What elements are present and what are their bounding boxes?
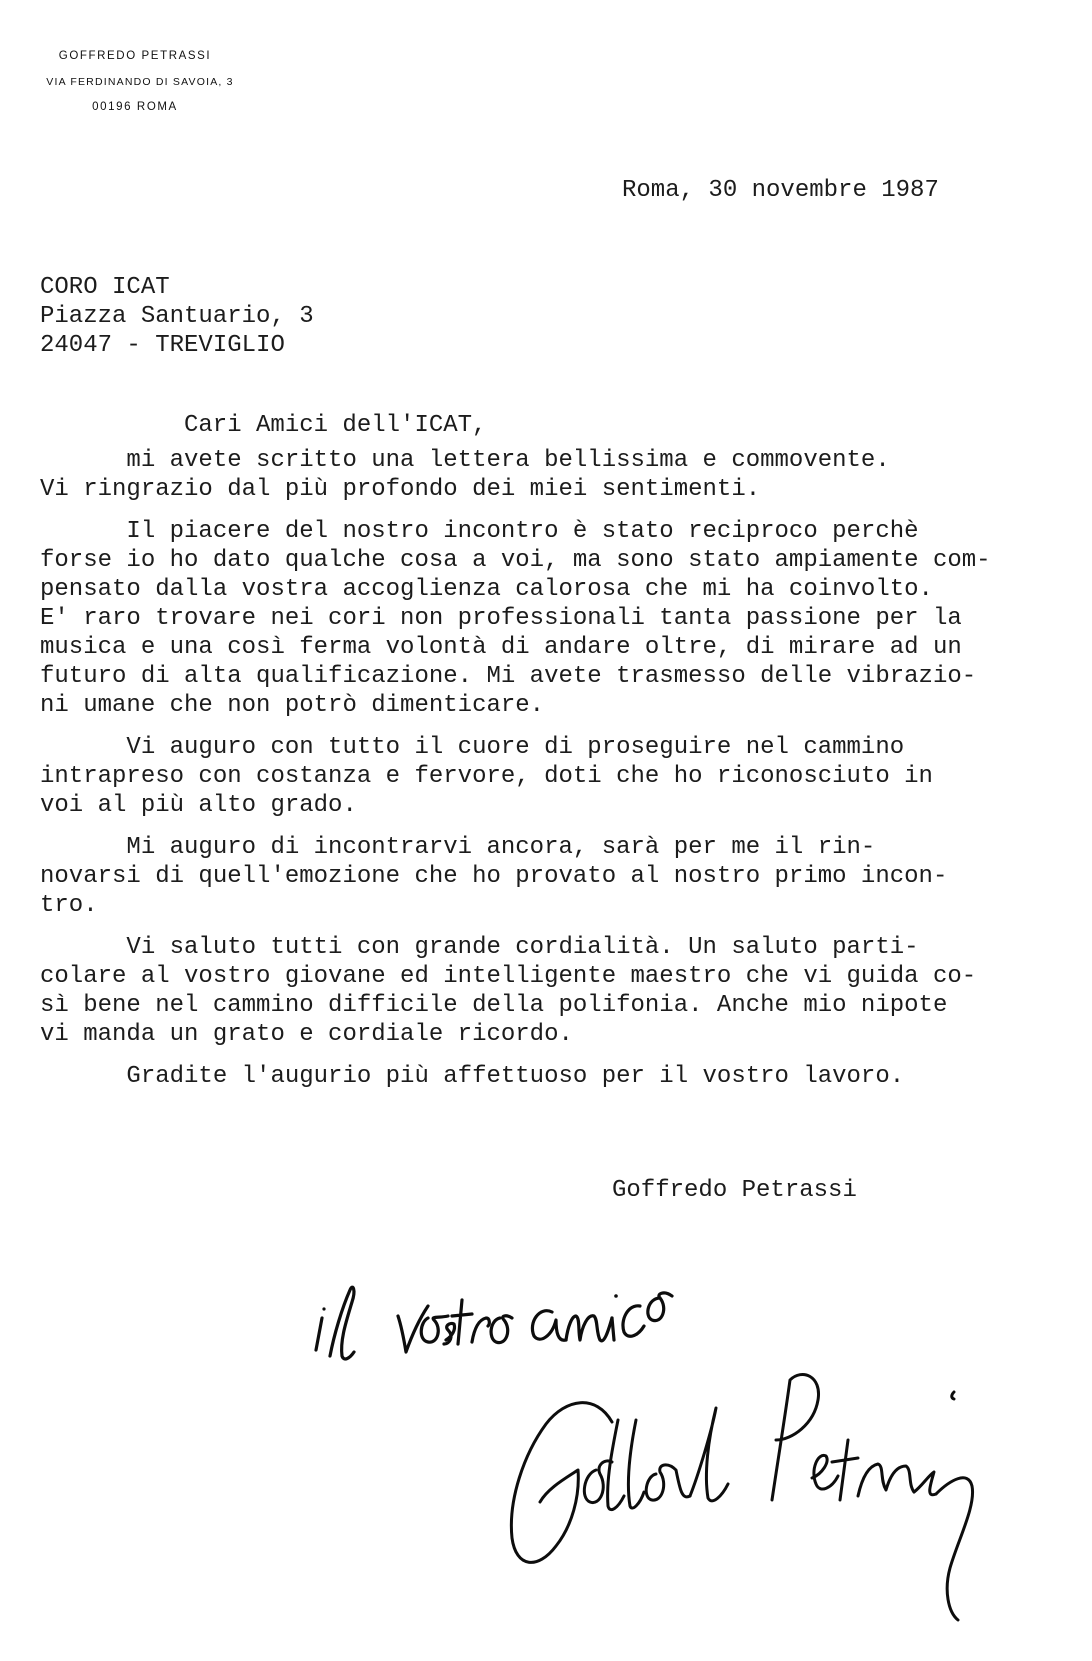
letter-date: Roma, 30 novembre 1987 — [622, 177, 939, 204]
salutation: Cari Amici dell'ICAT, — [184, 412, 487, 439]
recipient-line-1: CORO ICAT — [40, 274, 170, 301]
paragraph-4: Mi auguro di incontrarvi ancora, sarà per me il rin- novarsi di quell'emozione che ho provato al nostro primo incon- tro. — [40, 834, 948, 919]
autograph-signature — [511, 1374, 972, 1620]
paragraph-6: Gradite l'augurio più affettuoso per il vostro lavoro. — [40, 1063, 905, 1090]
paragraph-5: Vi saluto tutti con grande cordialità. Un saluto parti- colare al vostro giovane ed intelligente maestro che vi guida co- sì bene nel cammino difficile della polifonia. Anche mio nipote vi manda un grato e cordiale ricordo. — [40, 934, 977, 1048]
typed-signature-name: Goffredo Petrassi — [612, 1177, 857, 1204]
handwritten-note — [316, 1287, 672, 1359]
recipient-line-3: 24047 - TREVIGLIO — [40, 332, 285, 359]
letterhead-street: VIA FERDINANDO DI SAVOIA, 3 — [46, 76, 234, 88]
letterhead-city: 00196 ROMA — [92, 101, 178, 113]
letterhead-name: GOFFREDO PETRASSI — [58, 50, 212, 62]
paragraph-1: mi avete scritto una lettera bellissima e commovente. Vi ringrazio dal più profondo dei miei sentimenti. — [40, 447, 890, 503]
paragraph-3: Vi auguro con tutto il cuore di proseguire nel cammino intrapreso con costanza e fervore, doti che ho riconosciuto in voi al più alto grado. — [40, 734, 933, 819]
paragraph-2: Il piacere del nostro incontro è stato reciproco perchè forse io ho dato qualche cosa a voi, ma sono stato ampiamente com- pensato dalla vostra accoglienza calorosa che mi ha coinvolto. E' raro trovare nei cori non professionali tanta passione per la musica e una così ferma volontà di andare oltre, di mirare ad un futuro di alta qualificazione. Mi avete trasmesso delle vibrazio- ni umane che non potrò dimenticare. — [40, 518, 991, 719]
recipient-line-2: Piazza Santuario, 3 — [40, 303, 314, 330]
